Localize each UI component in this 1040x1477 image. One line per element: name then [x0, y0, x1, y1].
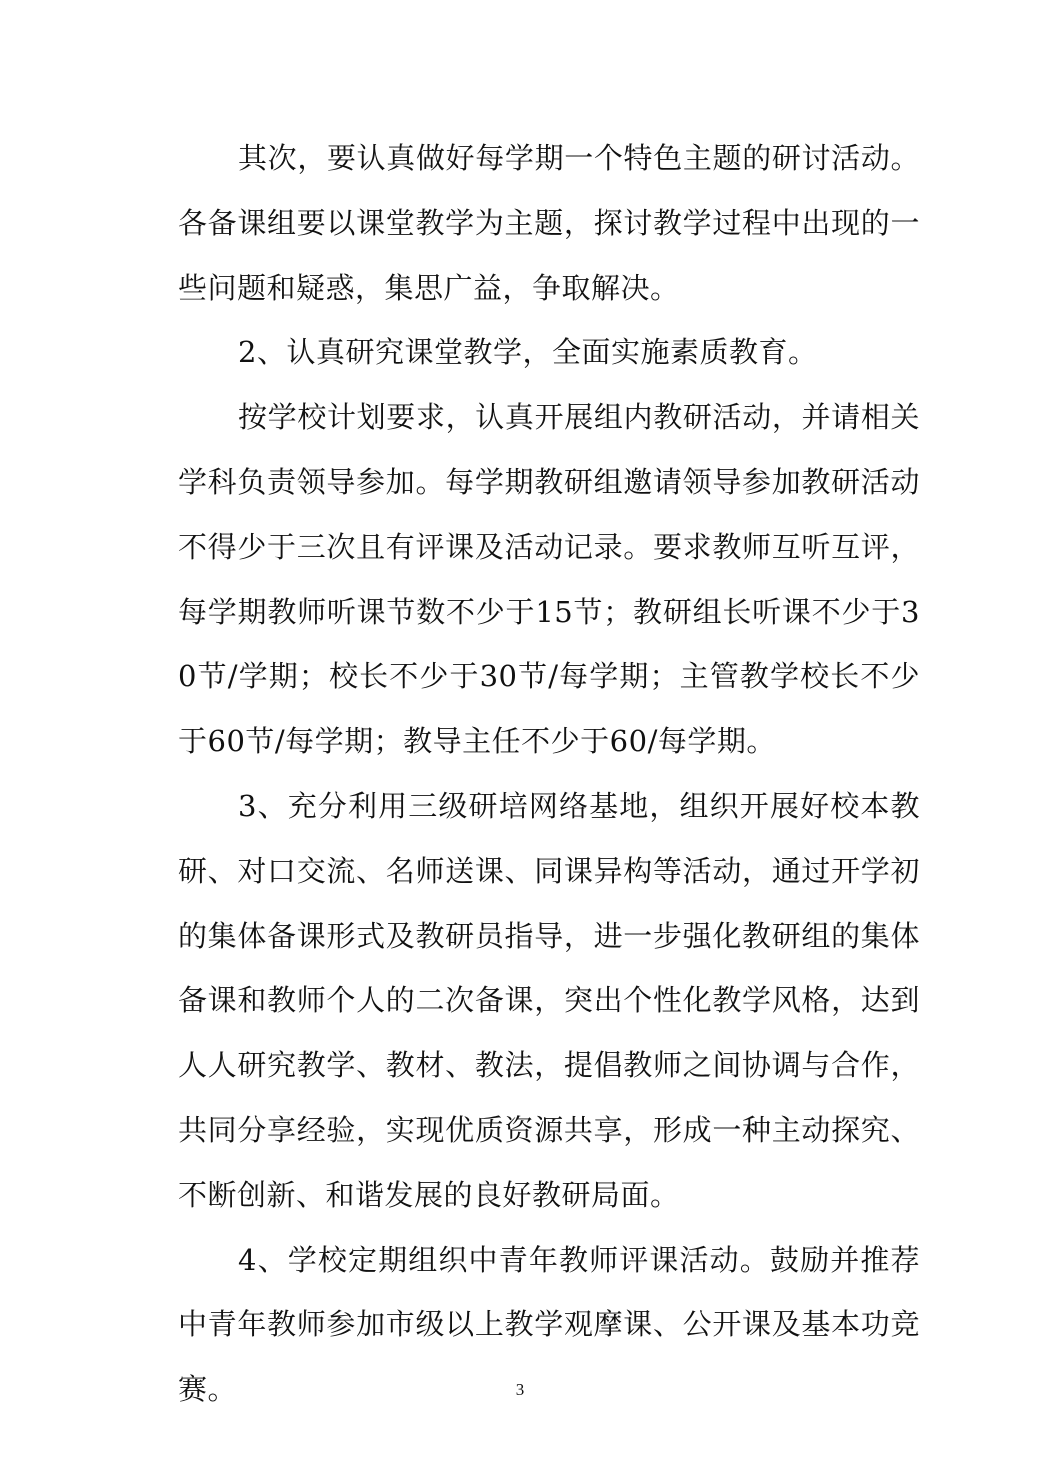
page-number: 3: [515, 1380, 525, 1399]
document-body: [178, 126, 920, 1422]
paragraph-young-teachers: 4、学校定期组织中青年教师评课活动。鼓励并推荐中青年教师参加市级以上教学观摩课、公开课及基本功竞赛。: [178, 1242, 920, 1407]
heading-classroom-research: 2、认真研究课堂教学，全面实施素质教育。: [238, 335, 818, 370]
paragraph-research-network: 3、充分利用三级研培网络基地，组织开展好校本教研、对口交流、名师送课、同课异构等活动，通过开学初的集体备课形式及教研员指导，进一步强化教研组的集体备课和教师个人的二次备课，突出个性化教学风格，达到人人研究教学、教材、教法，提倡教师之间协调与合作，共同分享经验，实现优质资源共享，形成一种主动探究、不断创新、和谐发展的良好教研局面。: [178, 788, 920, 1212]
paragraph-topic-discussion: 其次，要认真做好每学期一个特色主题的研讨活动。各备课组要以课堂教学为主题，探讨教学过程中出现的一些问题和疑惑，集思广益，争取解决。: [178, 141, 920, 305]
paragraph-lesson-observation: 按学校计划要求，认真开展组内教研活动，并请相关学科负责领导参加。每学期教研组邀请领导参加教研活动不得少于三次且有评课及活动记录。要求教师互听互评，每学期教师听课节数不少于15节；教研组长听课不少于30节/学期；校长不少于30节/每学期；主管教学校长不少于60节/每学期；教导主任不少于60/每学期。: [178, 400, 920, 759]
